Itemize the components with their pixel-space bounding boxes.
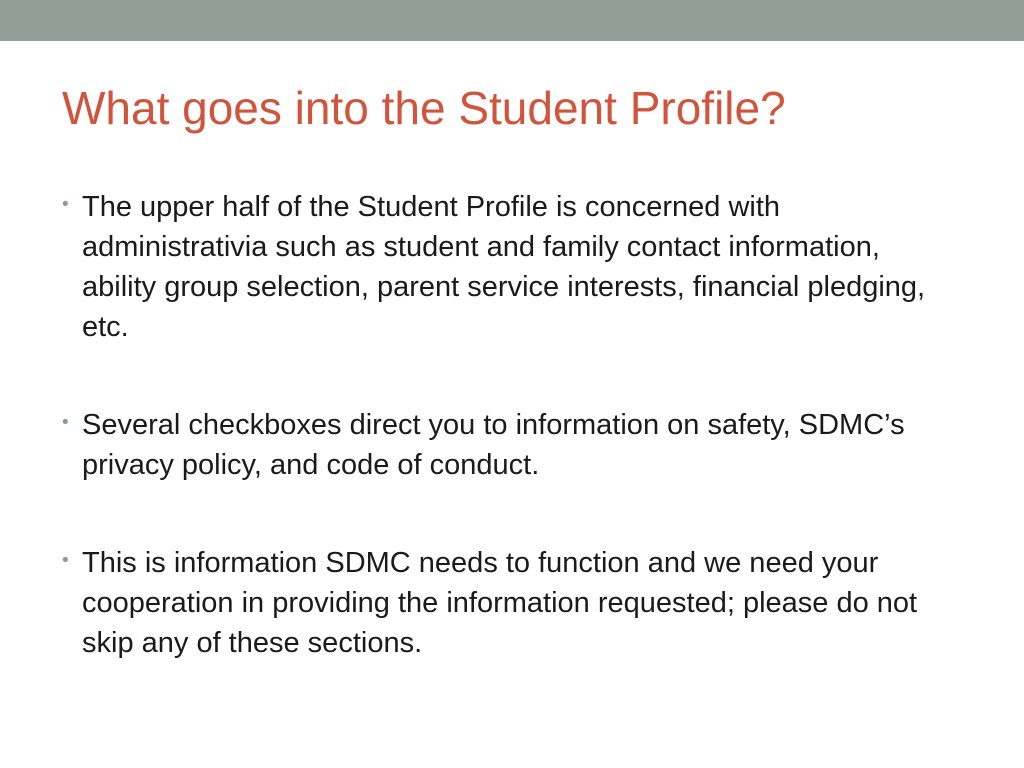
bullet-item bbox=[62, 543, 962, 663]
bullet-item bbox=[62, 405, 962, 485]
bullet-marker-icon: • bbox=[62, 412, 69, 433]
slide-title: What goes into the Student Profile? bbox=[62, 82, 786, 134]
bullet-text: Several checkboxes direct you to information on safety, SDMC’s privacy policy, and code of conduct. bbox=[82, 409, 905, 481]
bullet-text: The upper half of the Student Profile is concerned with administrativia such as student and family contact information, ability group selection, parent service interests, financial pledging, etc. bbox=[82, 191, 926, 343]
bullet-marker-icon: • bbox=[62, 194, 69, 215]
top-accent-band bbox=[0, 0, 1024, 41]
bullet-text: This is information SDMC needs to function and we need your cooperation in providing the information requested; please do not skip any of these sections. bbox=[82, 547, 918, 659]
bullet-item bbox=[62, 187, 962, 347]
bullet-marker-icon: • bbox=[62, 550, 69, 571]
bullet-list bbox=[62, 187, 962, 663]
